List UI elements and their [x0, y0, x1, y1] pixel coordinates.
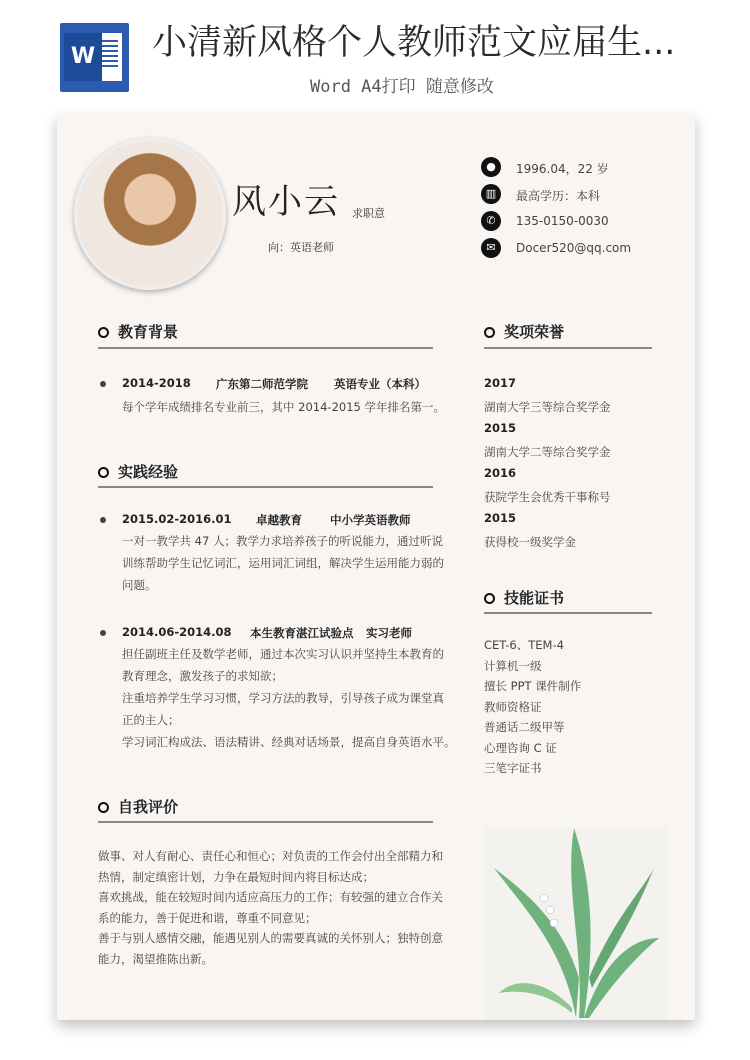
- intent-label: 求职意: [352, 207, 385, 220]
- document-subtitle: Word A4打印 随意修改: [310, 77, 494, 97]
- section-title: 自我评价: [118, 798, 179, 816]
- skill-item: 教师资格证: [484, 699, 542, 714]
- divider: [484, 612, 652, 614]
- exp-desc-line: 一对一教学共 47 人；教学力求培养孩子的听说能力，通过听说: [122, 534, 443, 548]
- exp-desc-line: 教育理念，激发孩子的求知欲；: [122, 669, 283, 683]
- self-line: 做事、对人有耐心、责任心和恒心；对负责的工作会付出全部精力和: [98, 849, 443, 863]
- award-name: 获得校一级奖学金: [484, 534, 576, 549]
- section-education-heading: [98, 321, 178, 342]
- bullet-icon: [100, 517, 106, 523]
- skill-item: 三笔字证书: [484, 761, 542, 775]
- intent-value: 向：英语老师: [268, 241, 334, 254]
- section-title: 教育背景: [118, 323, 179, 341]
- awards-list: [484, 376, 611, 556]
- exp-desc-line: 训练帮助学生记忆词汇，运用词汇词组，解决学生运用能力弱的: [122, 556, 444, 570]
- self-line: 系的能力，善于促进和谐，尊重不同意见；: [98, 910, 317, 925]
- ring-icon: [484, 593, 495, 604]
- document-title: 小清新风格个人教师范文应届生...: [152, 23, 676, 63]
- mail-icon: ✉: [481, 238, 501, 258]
- award-year: 2015: [484, 421, 517, 435]
- book-icon: ▥: [481, 184, 501, 204]
- exp-role: 中小学英语教师: [330, 513, 411, 527]
- bullet-icon: [100, 381, 106, 387]
- exp-org: 本生教育湛江试验点: [250, 626, 354, 640]
- exp-period: 2014.06-2014.08: [122, 625, 232, 639]
- edu-school: 广东第二师范学院: [216, 377, 308, 391]
- contact-item: 135-0150-0030: [516, 214, 609, 228]
- contact-item: Docer520@qq.com: [516, 241, 632, 255]
- self-line: 喜欢挑战，能在较短时间内适应高压力的工作；有较强的建立合作关: [98, 890, 443, 904]
- divider: [98, 347, 433, 349]
- exp-org: 卓越教育: [256, 513, 302, 527]
- bullet-icon: [100, 630, 106, 636]
- skill-item: CET-6、TEM-4: [484, 638, 564, 652]
- ring-icon: [98, 467, 109, 478]
- contact-item: 1996.04，22 岁: [516, 162, 609, 176]
- award-year: 2017: [484, 376, 517, 390]
- skill-item: 普通话二级甲等: [484, 720, 565, 734]
- word-icon: [60, 23, 129, 92]
- self-line: 能力，渴望推陈出新。: [98, 951, 213, 966]
- self-evaluation: [98, 846, 443, 969]
- exp-desc-line: 担任副班主任及数学老师，通过本次实习认识并坚持生本教育的: [122, 647, 444, 661]
- section-skills-heading: [484, 587, 564, 608]
- person-icon: ●: [481, 157, 501, 177]
- section-title: 奖项荣誉: [504, 323, 565, 341]
- award-name: 湖南大学三等综合奖学金: [484, 399, 611, 414]
- exp-role: 实习老师: [366, 626, 412, 640]
- award-name: 获院学生会优秀干事称号: [484, 489, 611, 504]
- ring-icon: [484, 327, 495, 338]
- section-experience-heading: [98, 461, 178, 482]
- divider: [484, 347, 652, 349]
- exp-period: 2015.02-2016.01: [122, 512, 232, 526]
- section-awards-heading: [484, 321, 564, 342]
- plant-illustration: [484, 828, 668, 1020]
- self-line: 善于与别人感情交融，能遇见别人的需要真诚的关怀别人；独特创意: [98, 931, 443, 945]
- section-title: 技能证书: [504, 589, 565, 607]
- award-year: 2015: [484, 511, 517, 525]
- contact-item: 最高学历：本科: [516, 189, 601, 203]
- divider: [98, 486, 433, 488]
- exp-desc-line: 问题。: [122, 578, 157, 592]
- ring-icon: [98, 802, 109, 813]
- candidate-name: 风小云: [232, 182, 340, 222]
- ring-icon: [98, 327, 109, 338]
- skills-list: [484, 637, 581, 781]
- edu-period: 2014-2018: [122, 376, 191, 390]
- section-title: 实践经验: [118, 463, 179, 481]
- skill-item: 心理咨询 C 证: [484, 740, 557, 755]
- section-self-heading: [98, 796, 178, 817]
- exp-desc-line: 学习词汇构成法、语法精讲、经典对话场景，提高自身英语水平。: [122, 735, 456, 749]
- phone-icon: ✆: [481, 211, 501, 231]
- skill-item: 擅长 PPT 课件制作: [484, 679, 582, 693]
- self-line: 热情，制定缜密计划，力争在最短时间内将目标达成；: [98, 869, 374, 884]
- award-year: 2016: [484, 466, 517, 480]
- word-icon-letter: W: [64, 33, 102, 81]
- exp-desc-line: 正的主人；: [122, 713, 180, 727]
- edu-major: 英语专业（本科）: [334, 377, 426, 391]
- award-name: 湖南大学二等综合奖学金: [484, 444, 611, 459]
- divider: [98, 821, 433, 823]
- edu-desc: 每个学年成绩排名专业前三，其中 2014-2015 学年排名第一。: [122, 400, 445, 414]
- profile-photo: [74, 138, 226, 290]
- skill-item: 计算机一级: [484, 658, 542, 673]
- exp-desc-line: 注重培养学生学习习惯，学习方法的教导，引导孩子成为课堂真: [122, 691, 444, 705]
